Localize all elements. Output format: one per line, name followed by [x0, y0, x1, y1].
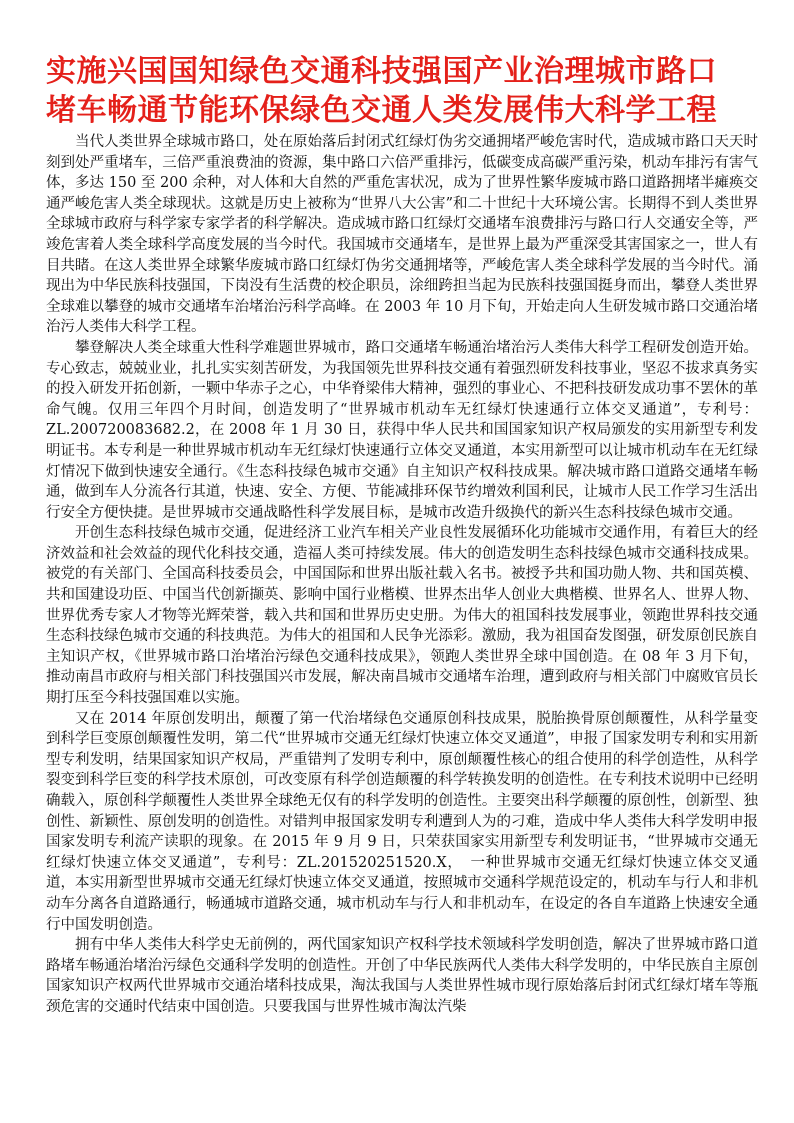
article-body — [46, 132, 758, 1018]
document-page — [46, 52, 758, 1018]
article-paragraph-4: 又在 2014 年原创发明出，颠覆了第一代治堵绿色交通原创科技成果，脱胎换骨原创颠覆性，从科学量变到科学巨变原创颠覆性发明，第二代“世界城市交通无红绿灯快速立体交叉通道”，申报了国家发明专利和实用新型专利发明，结果国家知识产权局，严重错判了发明专利中，原创颠覆性核心的组合使用的科学创造性，从科学裂变到科学巨变的科学技术原创，可改变原有科学创造颠覆的科学转换发明的创造性。在专利技术说明中已经明确载入，原创科学颠覆性人类世界全球绝无仅有的科学发明的创造性。主要突出科学颠覆的原创性，创新型、独创性、新颖性、原创发明的创造性。对错判申报国家发明专利遭到人为的刁难，造成中华人类伟大科学发明申报国家发明专利流产读职的现象。在 2015 年 9 月 9 日，只荣获国家实用新型专利发明证书，“世界城市交通无红绿灯快速立体交叉通道”，专利号：ZL.201520251520.X， 一种世界城市交通无红绿灯快速立体交叉通道，本实用新型世界城市交通无红绿灯快速立体交叉通道，按照城市交通科学规范设定的，机动车与行人和非机动车分离各自道路通行，畅通城市道路交通，城市机动车与行人和非机动车，在设定的各自车道路上快速安全通行中国发明创造。 — [46, 710, 758, 933]
article-paragraph-5: 拥有中华人类伟大科学史无前例的，两代国家知识产权科学技术领域科学发明创造，解决了世界城市路口道路堵车畅通治堵治污绿色交通科学发明的创造性。开创了中华民族两代人类伟大科学发明的，中华民族自主原创国家知识产权两代世界城市交通治堵科技成果，淘汰我国与人类世界性城市现行原始落后封闭式红绿灯堵车等瓶颈危害的交通时代结束中国创造。只要我国与世界性城市淘汰汽柴 — [46, 937, 758, 1015]
article-title — [46, 52, 758, 130]
article-title-line-2: 堵车畅通节能环保绿色交通人类发展伟大科学工程 — [46, 93, 717, 128]
article-title-line-1: 实施兴国国知绿色交通科技强国产业治理城市路口 — [46, 54, 717, 89]
article-paragraph-1: 当代人类世界全球城市路口，处在原始落后封闭式红绿灯伪劣交通拥堵严峻危害时代，造成城市路口天天时刻到处严重堵车，三倍严重浪费油的资源，集中路口六倍严重排污，低碳变成高碳严重污染，机动车排污有害气体，多达 150 至 200 余种，对人体和大自然的严重危害状况，成为了世界性繁华废城市路口道路拥堵半瘫痪交通严峻危害人类全球现状。这就是历史上被称为“世界八大公害”和二十世纪十大环境公害。长期得不到人类世界全球城市政府与科学家专家学者的科学解决。造成城市路口红绿灯交通堵车浪费排污与路口行人交通安全等，严竣危害着人类全球科学高度发展的当今时代。我国城市交通堵车，是世界上最为严重深受其害国家之一，世人有目共睹。在这人类世界全球繁华废城市路口红绿灯伪劣交通拥堵等，严峻危害人类全球科学发展的当今时代。涌现出为中华民族科技强国，下岗没有生活费的校企职员，涂细跨担当起为民族科技强国挺身而出，攀登人类世界全球难以攀登的城市交通堵车治堵治污科学高峰。在 2003 年 10 月下旬，开始走向人生研发城市路口交通治堵治污人类伟大科学工程。 — [46, 134, 758, 336]
article-paragraph-3: 开创生态科技绿色城市交通，促进经济工业汽车相关产业良性发展循环化功能城市交通作用，有着巨大的经济效益和社会效益的现代化科技交通，造福人类可持续发展。伟大的创造发明生态科技绿色城市交通科技成果。被党的有关部门、全国高科技委员会，中国国际和世界出版社载入名书。被授予共和国功勋人物、共和国英模、共和国建设功臣、中国当代创新撷英、影响中国行业楷模、世界杰出华人创业大典楷模、世界名人、世界人物、世界优秀专家人才物等光辉荣誉，载入共和国和世界历史史册。为伟大的祖国科技发展事业，领跑世界科技交通生态科技绿色城市交通的科技典范。为伟大的祖国和人民争光添彩。激励，我为祖国奋发图强，研发原创民族自主知识产权，《世界城市路口治堵治污绿色交通科技成果》，领跑人类世界全球中国创造。在 08 年 3 月下旬，推动南昌市政府与相关部门科技强国兴市发展，解决南昌城市交通堵车治理，遭到政府与相关部门中腐败官员长期打压至今科技强国难以实施。 — [46, 525, 758, 707]
article-paragraph-2: 攀登解决人类全球重大性科学难题世界城市，路口交通堵车畅通治堵治污人类伟大科学工程研发创造开始。专心致志，兢兢业业，扎扎实实刻苦研发，为我国领先世界科技交通有着强烈研发科技事业，坚忍不拔求真务实的投入研发开拓创新，一颗中华赤子之心，中华脊梁伟大精神，强烈的事业心、不把科技研发成功事不罢休的革命气魄。仅用三年四个月时间，创造发明了“世界城市机动车无红绿灯快速通行立体交叉通道”，专利号：ZL.200720083682.2，在 2008 年 1 月 30 日，获得中华人民共和国国家知识产权局颁发的实用新型专利发明证书。本专利是一种世界城市机动车无红绿灯快速通行立体交叉通道，本实用新型可以让城市机动车在无红绿灯情况下做到快速安全通行。《生态科技绿色城市交通》自主知识产权科技成果。解决城市路口道路交通堵车畅通，做到车人分流各行其道，快速、安全、方便、节能减排环保节约增效利国利民，让城市人民工作学习生活出行安全方便快捷。是世界城市交通战略性科学发展目标，是城市改造升级换代的新兴生态科技绿色城市交通。 — [46, 339, 758, 521]
